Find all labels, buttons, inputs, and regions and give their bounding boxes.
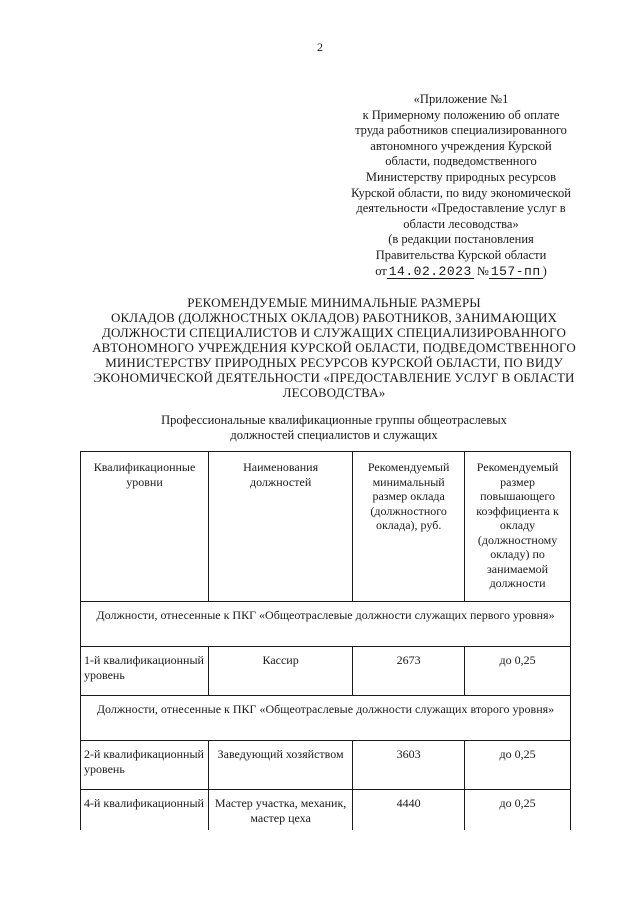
subtitle-line: Профессиональные квалификационные группы общеотраслевых	[161, 413, 507, 427]
appendix-line: Правительства Курской области	[375, 247, 547, 262]
document-title	[60, 295, 608, 400]
position-cell: Мастер участка, механик, мастер цеха	[209, 790, 353, 831]
header-cell: Рекомендуемый размер повышающего коэффициента к окладу (должностному окладу) по занимаемой должности	[465, 452, 571, 602]
appendix-line: Министерству природных ресурсов	[365, 169, 557, 184]
salary-cell: 3603	[353, 741, 465, 790]
coef-cell: до 0,25	[465, 790, 571, 831]
level-cell: 4-й квалификационный	[81, 790, 209, 831]
decree-number: 157-пп	[490, 263, 541, 279]
date-prefix: от	[375, 263, 387, 278]
level-cell: 1-й квалификационный уровень	[81, 647, 209, 696]
title-line: ЛЕСОВОДСТВА»	[282, 385, 386, 400]
appendix-line: Курской области, по виду экономической	[351, 185, 571, 200]
title-line: ДОЛЖНОСТИ СПЕЦИАЛИСТОВ И СЛУЖАЩИХ СПЕЦИАЛИЗИРОВАННОГО	[102, 325, 566, 340]
appendix-line: области, подведомственного	[385, 154, 537, 169]
table-row	[81, 647, 571, 696]
table-row	[81, 790, 571, 831]
title-line: МИНИСТЕРСТВУ ПРИРОДНЫХ РЕСУРСОВ КУРСКОЙ ОБЛАСТИ, ПО ВИДУ	[105, 355, 563, 370]
coef-cell: до 0,25	[465, 647, 571, 696]
page-number: 2	[317, 40, 323, 54]
number-prefix: №	[476, 263, 489, 278]
header-cell: Квалификационные уровни	[81, 452, 209, 602]
appendix-line: автономного учреждения Курской	[370, 138, 552, 153]
salary-cell: 2673	[353, 647, 465, 696]
group-row	[81, 602, 571, 647]
appendix-line: (в редакции постановления	[388, 232, 534, 247]
title-line: РЕКОМЕНДУЕМЫЕ МИНИМАЛЬНЫЕ РАЗМЕРЫ	[187, 295, 481, 310]
header-cell: Рекомендуемый минимальный размер оклада (должностного оклада), руб.	[353, 452, 465, 602]
title-line: ЭКОНОМИЧЕСКОЙ ДЕЯТЕЛЬНОСТИ «ПРЕДОСТАВЛЕНИЕ УСЛУГ В ОБЛАСТИ	[93, 370, 575, 385]
decree-date: 14.02.2023	[388, 263, 472, 279]
title-line: АВТОНОМНОГО УЧРЕЖДЕНИЯ КУРСКОЙ ОБЛАСТИ, ПОДВЕДОМСТВЕННОГО	[92, 340, 576, 355]
table-row	[81, 741, 571, 790]
appendix-date-line	[330, 264, 592, 280]
salary-cell: 4440	[353, 790, 465, 831]
appendix-line: деятельности «Предоставление услуг в	[356, 201, 566, 216]
closing-paren: )	[542, 263, 547, 278]
salary-table	[80, 451, 571, 830]
table-header-row	[81, 452, 571, 602]
position-cell: Заведующий хозяйством	[209, 741, 353, 790]
group-row	[81, 696, 571, 741]
appendix-line: к Примерному положению об оплате	[362, 107, 560, 122]
document-subtitle	[110, 413, 558, 443]
title-line: ОКЛАДОВ (ДОЛЖНОСТНЫХ ОКЛАДОВ) РАБОТНИКОВ, ЗАНИМАЮЩИХ	[111, 310, 557, 325]
level-cell: 2-й квалификационный уровень	[81, 741, 209, 790]
coef-cell: до 0,25	[465, 741, 571, 790]
group-cell: Должности, отнесенные к ПКГ «Общеотраслевые должности служащих первого уровня»	[81, 602, 571, 647]
position-cell: Кассир	[209, 647, 353, 696]
appendix-block	[330, 92, 592, 279]
appendix-line: «Приложение №1	[413, 92, 509, 106]
appendix-line: труда работников специализированного	[355, 123, 567, 138]
subtitle-line: должностей специалистов и служащих	[230, 428, 438, 442]
appendix-line: области лесоводства»	[403, 216, 519, 231]
group-cell: Должности, отнесенные к ПКГ «Общеотраслевые должности служащих второго уровня»	[81, 696, 571, 741]
header-cell: Наименования должностей	[209, 452, 353, 602]
